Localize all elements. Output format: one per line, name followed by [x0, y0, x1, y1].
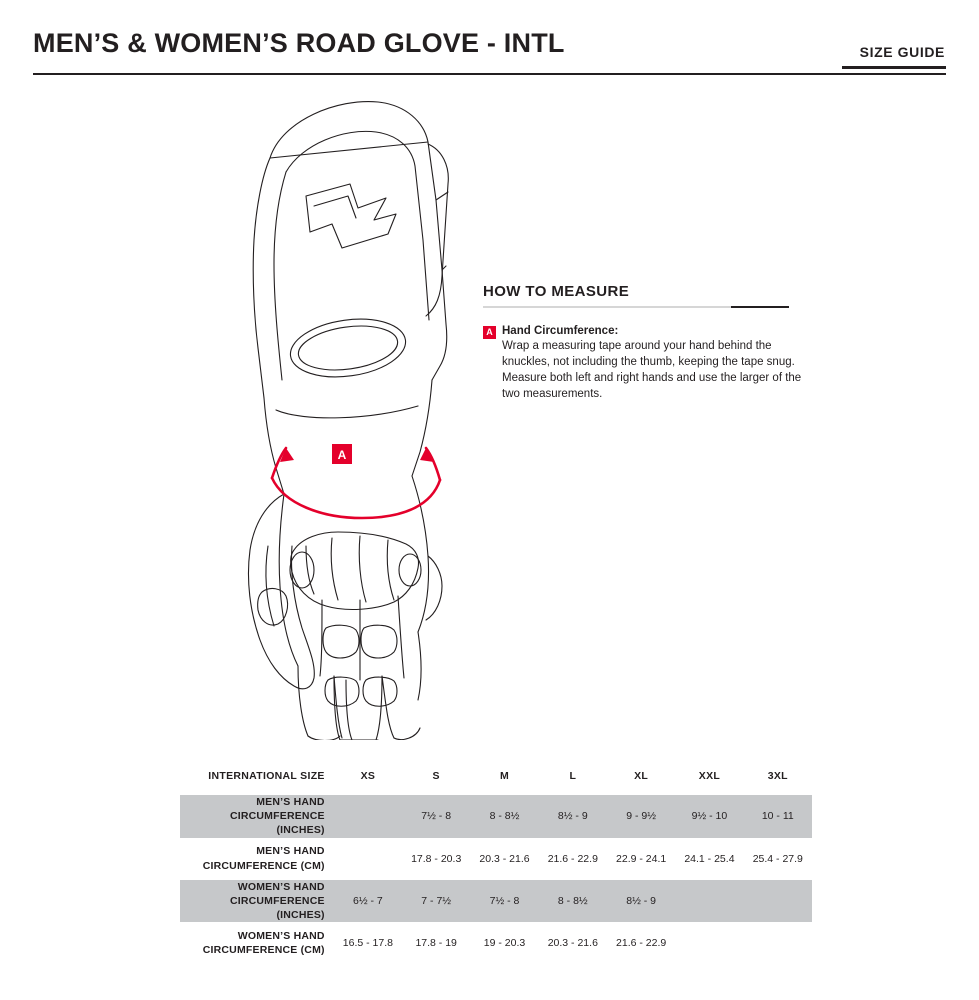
- table-cell: 8 - 8½: [470, 795, 538, 838]
- table-row: [180, 880, 812, 923]
- table-cell: 20.3 - 21.6: [479, 852, 530, 865]
- table-cell: 19 - 20.3: [483, 937, 526, 950]
- table-cell: 21.6 - 22.9: [547, 852, 598, 865]
- table-row-label-line1: WOMEN’S HAND: [237, 880, 325, 893]
- table-cell: [675, 880, 743, 923]
- table-cell: [744, 922, 812, 964]
- how-to-measure-title: HOW TO MEASURE: [483, 283, 630, 300]
- page-header: [0, 0, 979, 74]
- table-cell: 9½ - 10: [675, 795, 743, 838]
- table-cell: 8½ - 9: [607, 880, 675, 923]
- table-row-label: [180, 838, 334, 880]
- table-column-header-xl: XL: [634, 770, 649, 782]
- table-cell: 7½ - 8: [402, 795, 470, 838]
- table-row-label-line1: WOMEN’S HAND: [237, 929, 325, 942]
- table-header-label: INTERNATIONAL SIZE: [208, 770, 325, 782]
- table-cell: 9 - 9½: [607, 795, 675, 838]
- header-divider: [33, 73, 946, 75]
- measure-instruction-body: [502, 325, 803, 402]
- table-cell: 25.4 - 27.9: [752, 852, 803, 865]
- table-cell: 16.5 - 17.8: [342, 937, 393, 950]
- table-cell: 24.1 - 25.4: [684, 852, 735, 865]
- table-row-label-line1: MEN’S HAND: [256, 796, 325, 808]
- table-cell: 17.8 - 19: [415, 937, 457, 950]
- table-column-header-xxl: XXL: [698, 770, 721, 782]
- table-row-label-line2: CIRCUMFERENCE (INCHES): [229, 894, 325, 921]
- table-row-label: [180, 795, 334, 838]
- table-cell: 17.8 - 20.3: [411, 852, 462, 865]
- marker-a-badge: A: [483, 326, 496, 339]
- table-row-label: [180, 922, 334, 964]
- table-cell: 8 - 8½: [539, 880, 607, 923]
- how-to-measure-divider: [483, 306, 789, 308]
- table-cell: 7 - 7½: [402, 880, 470, 923]
- page-title: MEN’S & WOMEN’S ROAD GLOVE - INTL: [33, 28, 565, 58]
- table-column-header-s: S: [432, 770, 440, 782]
- table-cell: 10 - 11: [744, 795, 812, 838]
- table-cell: 21.6 - 22.9: [616, 937, 667, 950]
- size-guide-underline: [842, 66, 946, 69]
- size-guide-label: SIZE GUIDE: [859, 44, 945, 60]
- table-cell: [334, 838, 402, 880]
- table-row-label-line2: CIRCUMFERENCE (CM): [202, 944, 325, 957]
- table-row-label-line1: MEN’S HAND: [256, 845, 325, 858]
- table-row-label-line2: CIRCUMFERENCE (INCHES): [229, 810, 325, 837]
- table-row: [180, 922, 812, 964]
- table-column-header-3xl: 3XL: [767, 770, 788, 782]
- table-column-header-xs: XS: [360, 770, 376, 782]
- table-column-header-l: L: [569, 770, 577, 782]
- how-to-measure-section: [483, 283, 803, 402]
- table-row-label-line2: CIRCUMFERENCE (CM): [202, 859, 325, 872]
- table-header-row: [180, 757, 812, 795]
- glove-illustration: [210, 80, 540, 740]
- table-row-label: [180, 880, 334, 923]
- table-row: [180, 838, 812, 880]
- measure-instruction-row: [483, 325, 803, 402]
- measure-instruction-text: Wrap a measuring tape around your hand behind the knuckles, not including the thumb, keeping the tape snug. Measure both left and right hands and use the larger of the two measurements.: [502, 340, 802, 400]
- table-cell: [675, 922, 743, 964]
- table-column-header-m: M: [499, 770, 510, 782]
- illustration-marker-a-text: A: [337, 448, 347, 462]
- how-to-measure-divider-accent: [731, 306, 789, 308]
- table-cell: [744, 880, 812, 923]
- table-cell: 22.9 - 24.1: [616, 852, 667, 865]
- table-cell: [334, 795, 402, 838]
- table-cell: 6½ - 7: [334, 880, 402, 923]
- table-cell: 8½ - 9: [539, 795, 607, 838]
- table-cell: 20.3 - 21.6: [547, 937, 598, 950]
- size-chart-table: [180, 757, 812, 964]
- table-row: [180, 795, 812, 838]
- measure-instruction-label: Hand Circumference:: [502, 325, 619, 337]
- table-cell: 7½ - 8: [470, 880, 538, 923]
